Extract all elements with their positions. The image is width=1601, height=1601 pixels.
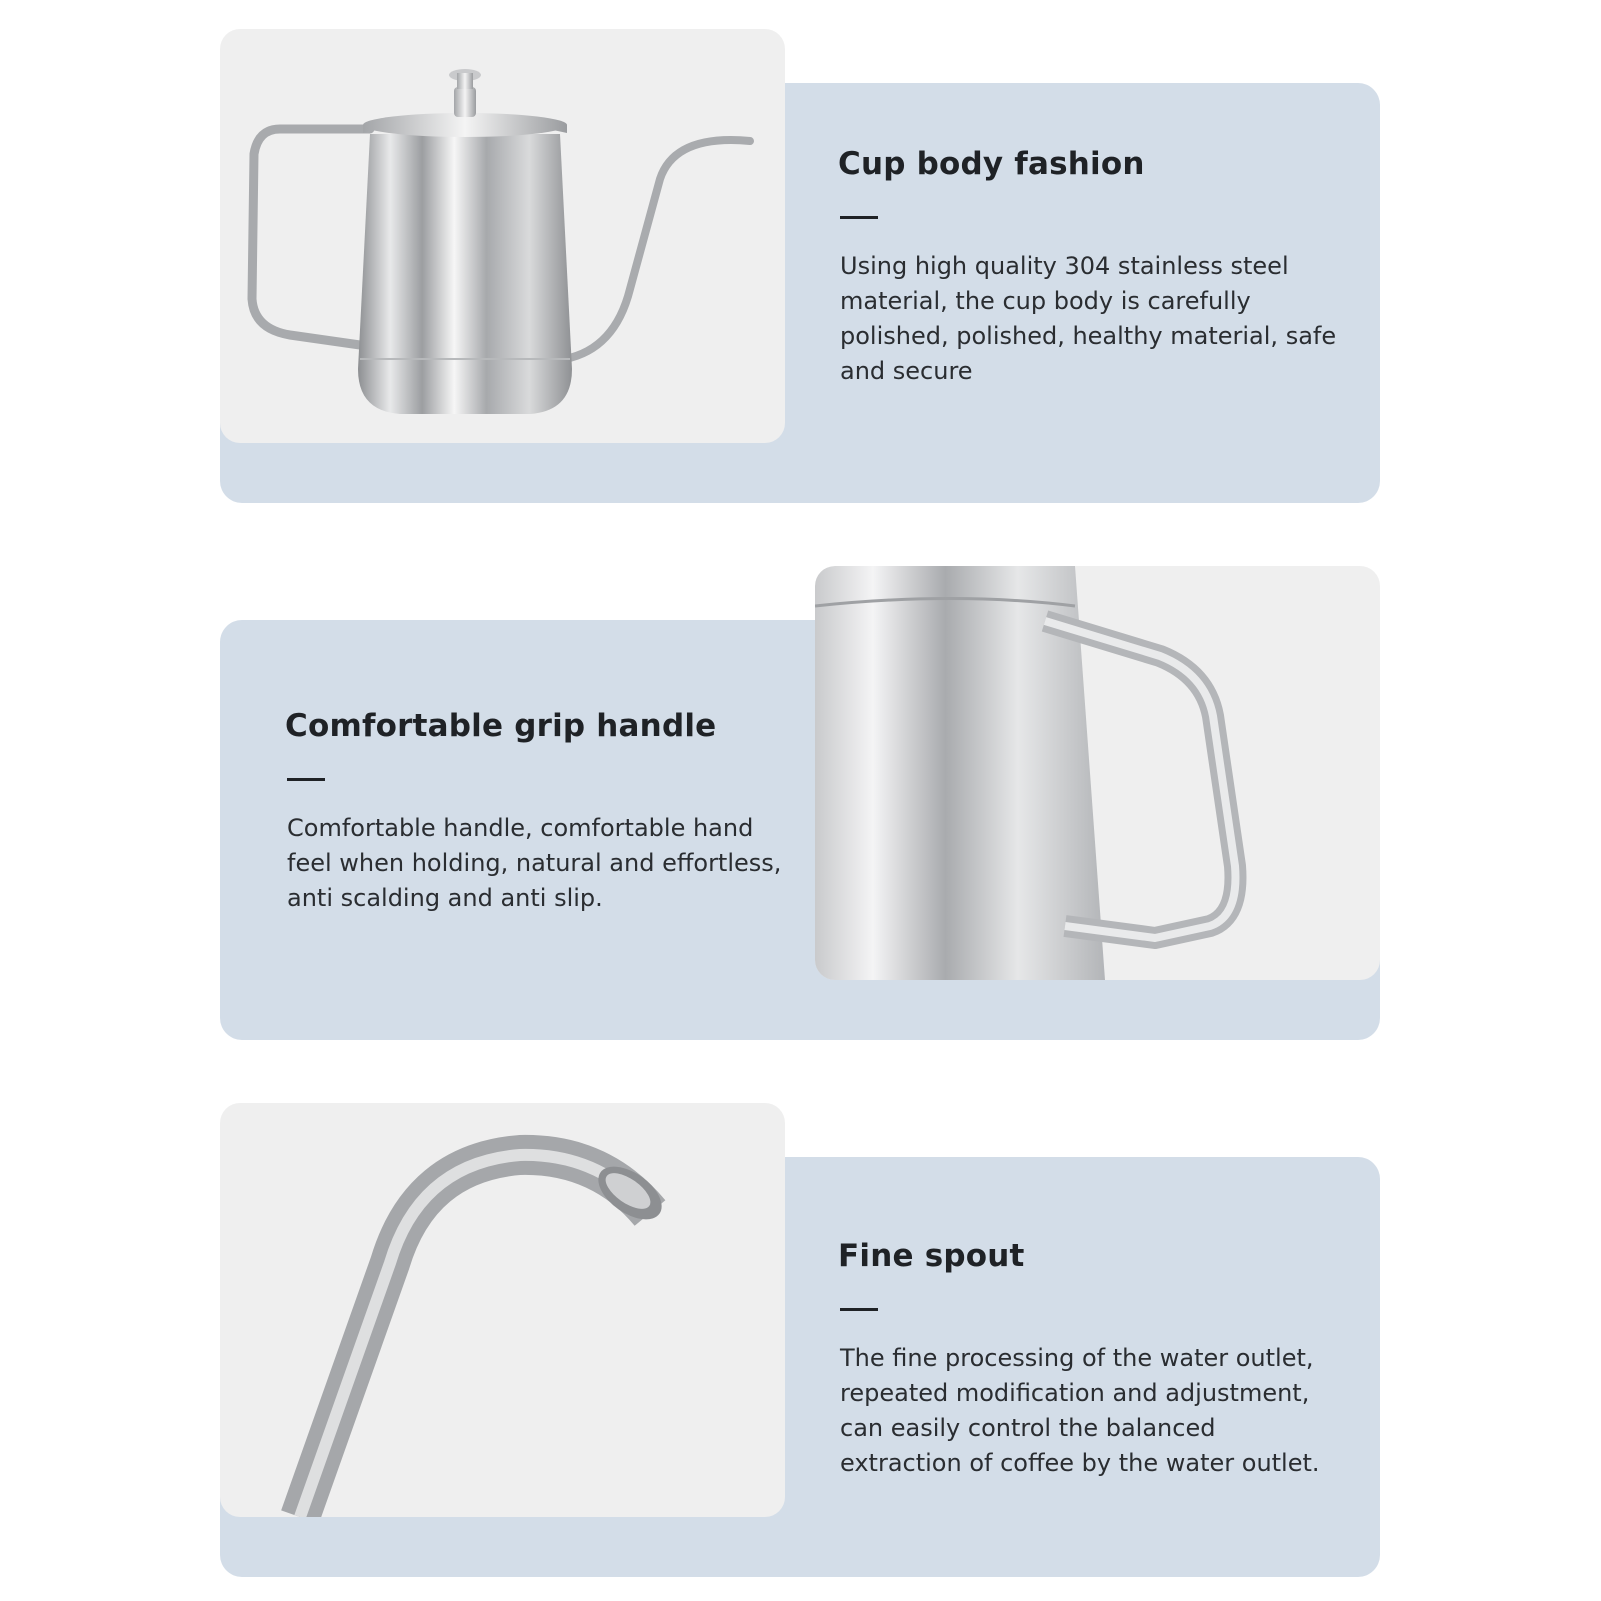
feature-title: Cup body fashion [838,146,1145,182]
handle-photo [815,566,1380,980]
feature-description: Using high quality 304 stainless steel material, the cup body is carefully polished, polished, healthy material, safe and secure [840,252,1337,385]
divider-dash [840,1308,878,1311]
kettle-photo [220,29,785,443]
feature-title: Comfortable grip handle [285,708,717,744]
feature-text [838,1238,1343,1481]
feature-text [838,146,1343,389]
feature-description: The fine processing of the water outlet, repeated modification and adjustment, can easily control the balanced extraction of coffee by the water outlet. [840,1344,1320,1477]
divider-dash [287,778,325,781]
spout-photo [220,1103,785,1517]
feature-title: Fine spout [838,1238,1025,1274]
feature-description: Comfortable handle, comfortable hand feel when holding, natural and effortless, anti scalding and anti slip. [287,814,782,912]
feature-text [285,708,785,916]
divider-dash [840,216,878,219]
